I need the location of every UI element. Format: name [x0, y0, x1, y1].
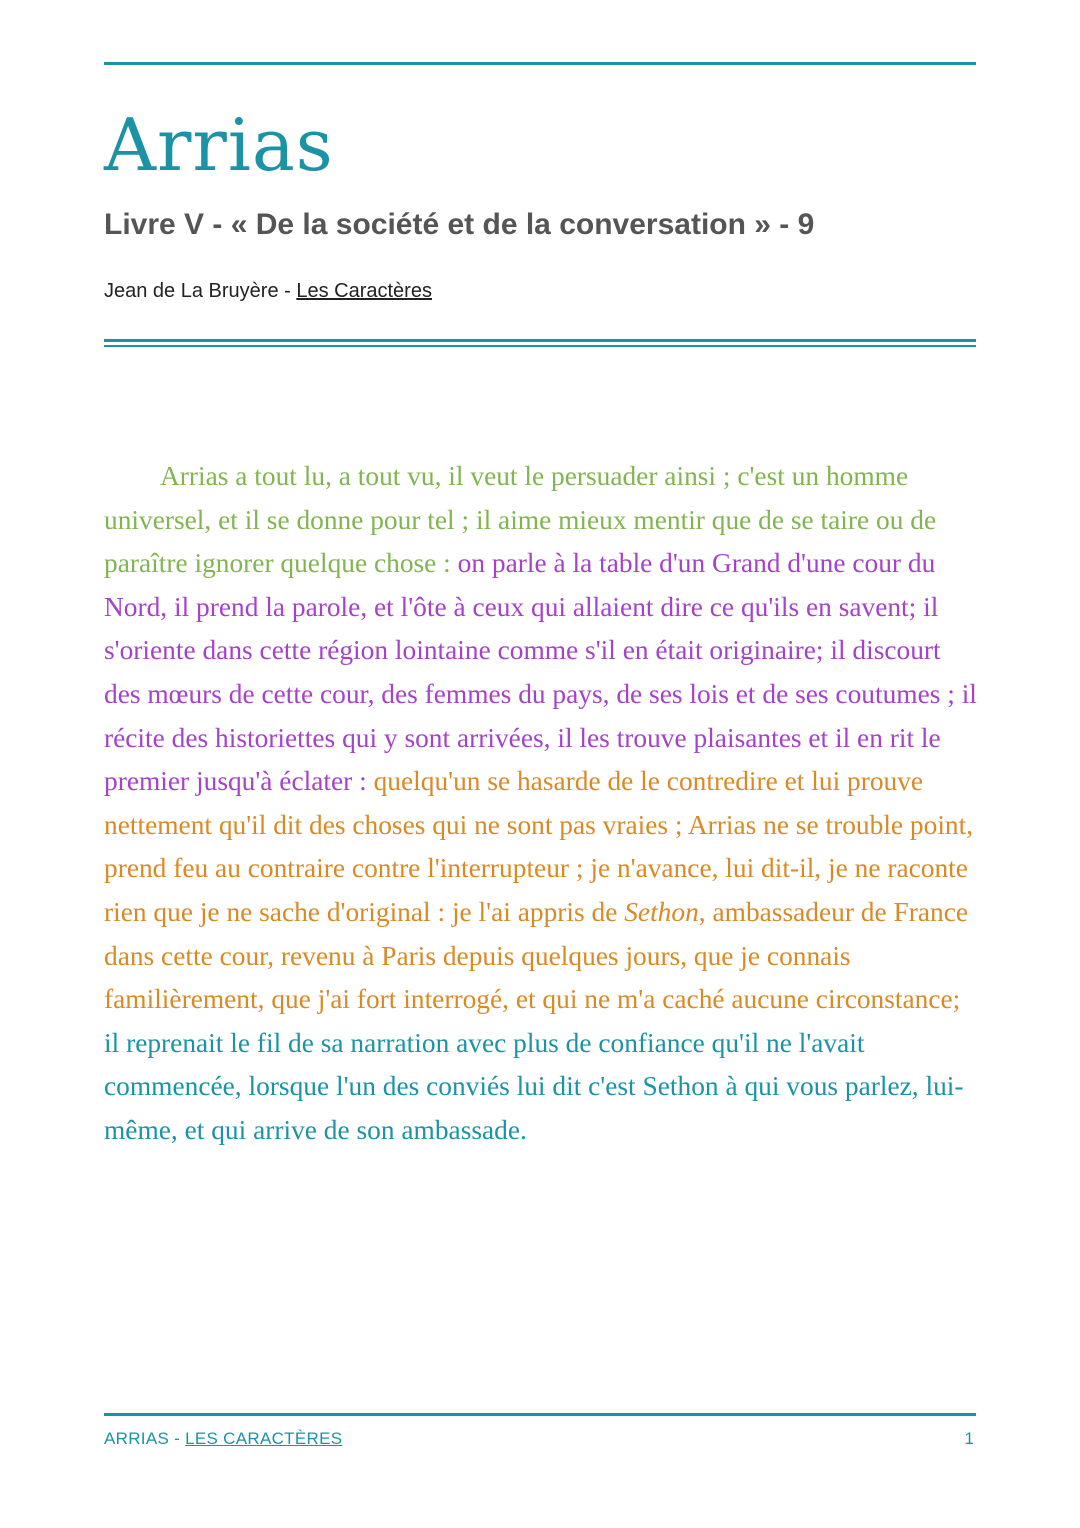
header-rule-thin	[104, 345, 976, 347]
author-name: Jean de La Bruyère	[104, 280, 279, 302]
body-paragraph	[104, 455, 980, 1153]
text-segment-3b: , ambassadeur de France dans cette cour, revenu à Paris depuis quelques jours, que je connais familièrement, que j'ai fort interrogé, et qui ne m'a caché aucune circonstance;	[104, 896, 969, 1015]
footer-doc-title: ARRIAS	[104, 1429, 170, 1448]
footer-title	[104, 1428, 342, 1450]
footer-rule	[104, 1413, 976, 1416]
text-segment-3a: quelqu'un se hasarde de le contredire et lui prouve nettement qu'il dit des choses qui ne sont pas vraies ; Arrias ne se trouble point, prend feu au contraire contre l'interrupteur ; je n'avance, lui dit-il, je ne raconte rien que je ne sache d'original : je l'ai appris de	[104, 766, 974, 927]
top-rule	[104, 62, 976, 65]
footer-work-link[interactable]: LES CARACTÈRES	[185, 1429, 343, 1448]
footer-separator: -	[169, 1429, 186, 1448]
text-segment-4: il reprenait le fil de sa narration avec plus de confiance qu'il ne l'avait commencée, lorsque l'un des conviés lui dit c'est Sethon à qui vous parlez, lui-même, et qui arrive de son ambassade.	[104, 1027, 964, 1145]
page-subtitle: Livre V - « De la société et de la conversation » - 9	[104, 208, 815, 241]
byline	[104, 278, 432, 304]
text-segment-1: Arrias a tout lu, a tout vu, il veut le persuader ainsi ; c'est un homme universel, et il se donne pour tel ; il aime mieux mentir que de se taire ou de paraître ignorer quelque chose :	[104, 461, 937, 579]
byline-separator: -	[278, 280, 297, 302]
work-link[interactable]: Les Caractères	[296, 280, 432, 302]
text-segment-3-name: Sethon	[624, 896, 699, 927]
page-title: Arrias	[104, 103, 334, 187]
text-segment-2: on parle à la table d'un Grand d'une cour du Nord, il prend la parole, et l'ôte à ceux qui allaient dire ce qu'ils en savent; il s'oriente dans cette région lointaine comme s'il en était originaire; il discourt des mœurs de cette cour, des femmes du pays, de ses lois et de ses coutumes ; il récite des historiettes qui y sont arrivées, il les trouve plaisantes et il en rit le premier jusqu'à éclater :	[104, 548, 977, 797]
header-rule-thick	[104, 339, 976, 342]
page-number: 1	[964, 1429, 974, 1448]
